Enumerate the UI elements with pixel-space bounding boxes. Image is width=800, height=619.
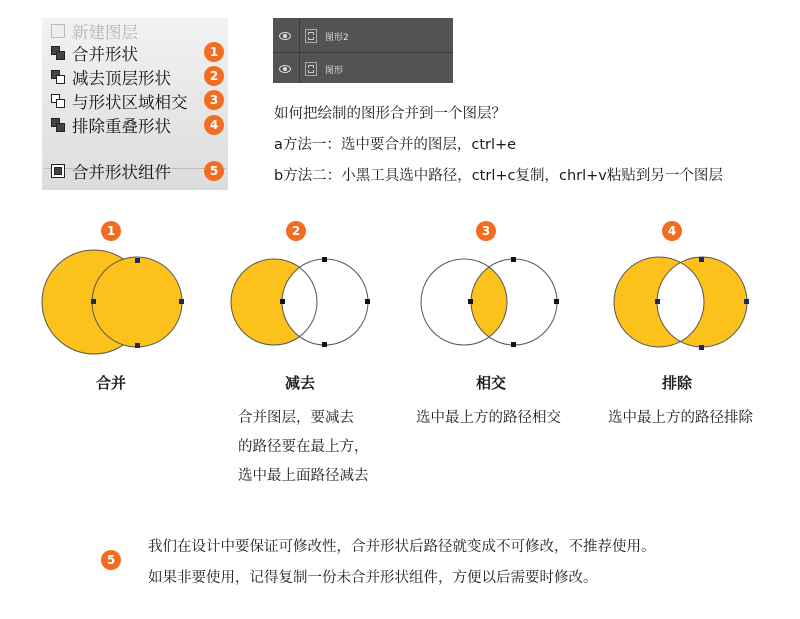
menu-item-label: 合并形状组件 xyxy=(72,163,171,182)
desc-line: 选中最上面路径减去 xyxy=(238,468,369,484)
method-a: a方法一：选中要合并的图层，ctrl+e xyxy=(274,137,517,153)
badge-1: 1 xyxy=(204,42,224,62)
anchor-point xyxy=(91,299,96,304)
anchor-point xyxy=(468,299,473,304)
desc-intersect xyxy=(416,404,561,433)
menu-item-label: 与形状区域相交 xyxy=(72,93,188,112)
label-subtract: 减去 xyxy=(284,374,315,392)
note-line-1: 我们在设计中要保证可修改性，合并形状后路径就变成不可修改，不推荐使用。 xyxy=(148,539,656,555)
desc-line: 的路径要在最上方， xyxy=(238,439,369,455)
desc-subtract xyxy=(238,404,369,491)
desc-line: 选中最上方的路径排除 xyxy=(608,410,753,426)
anchor-point xyxy=(179,299,184,304)
diagram-badge-4: 4 xyxy=(662,221,682,241)
desc-exclude xyxy=(608,404,753,433)
menu-item-label: 新建图层 xyxy=(72,23,138,42)
label-exclude: 排除 xyxy=(661,374,692,392)
anchor-point xyxy=(365,299,370,304)
venn-union xyxy=(42,250,184,354)
anchor-point xyxy=(135,343,140,348)
venn-exclude xyxy=(614,257,749,350)
anchor-point xyxy=(511,257,516,262)
anchor-point xyxy=(511,342,516,347)
menu-item-label: 排除重叠形状 xyxy=(72,117,171,136)
label-union: 合并 xyxy=(95,374,126,392)
anchor-point xyxy=(135,258,140,263)
desc-line: 合并图层，要减去 xyxy=(238,410,354,426)
venn-intersect xyxy=(421,257,559,347)
badge-3: 3 xyxy=(204,90,224,110)
anchor-point xyxy=(554,299,559,304)
layer-name: 图形 xyxy=(325,65,344,76)
label-intersect: 相交 xyxy=(475,374,506,392)
anchor-point xyxy=(699,257,704,262)
anchor-point xyxy=(322,342,327,347)
note-line-2: 如果非要使用，记得复制一份未合并形状组件，方便以后需要时修改。 xyxy=(148,570,598,586)
menu-item-label: 合并形状 xyxy=(72,45,138,64)
desc-line: 选中最上方的路径相交 xyxy=(416,410,561,426)
note-badge: 5 xyxy=(101,550,121,570)
diagram-badge-3: 3 xyxy=(476,221,496,241)
method-b: b方法二：小黑工具选中路径，ctrl+c复制，chrl+v粘贴到另一个图层 xyxy=(274,168,723,184)
layer-name: 图形2 xyxy=(325,32,349,43)
menu-item-label: 减去顶层形状 xyxy=(72,69,171,88)
anchor-point xyxy=(280,299,285,304)
badge-5: 5 xyxy=(204,161,224,181)
question-title: 如何把绘制的图形合并到一个图层？ xyxy=(274,106,506,122)
diagram-badge-1: 1 xyxy=(101,221,121,241)
anchor-point xyxy=(655,299,660,304)
anchor-point xyxy=(744,299,749,304)
anchor-point xyxy=(322,257,327,262)
badge-2: 2 xyxy=(204,66,224,86)
anchor-point xyxy=(699,345,704,350)
venn-subtract xyxy=(231,257,370,347)
diagram-badge-2: 2 xyxy=(286,221,306,241)
badge-4: 4 xyxy=(204,115,224,135)
